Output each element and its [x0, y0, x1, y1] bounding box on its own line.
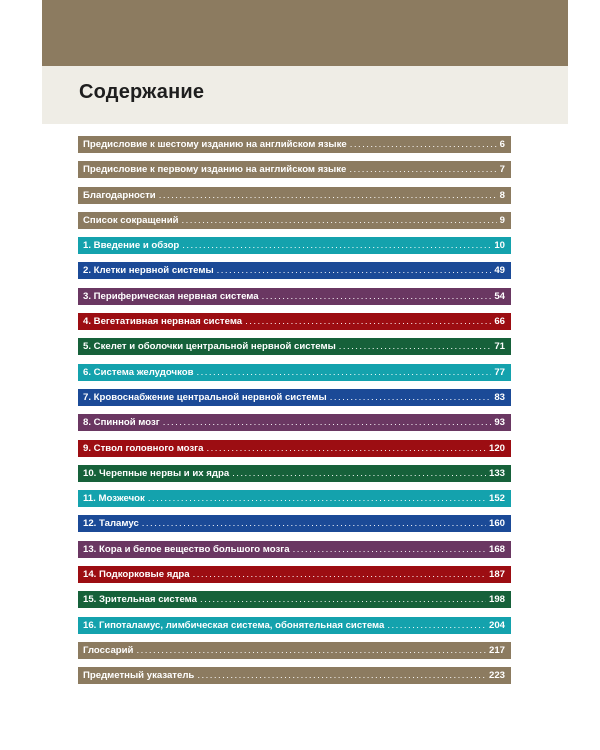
dot-leader — [293, 544, 486, 555]
toc-entry-page-number: 7 — [499, 164, 505, 176]
toc-entry[interactable] — [78, 338, 511, 355]
toc-entry-label: 7. Кровоснабжение центральной нервной системы — [83, 391, 327, 403]
dot-leader — [148, 493, 486, 504]
toc-entry-page-number: 223 — [488, 670, 505, 682]
toc-entry[interactable] — [78, 541, 511, 558]
toc-entry-page-number: 133 — [488, 467, 505, 479]
toc-entry-page-number: 152 — [488, 493, 505, 505]
toc-entry[interactable] — [78, 465, 511, 482]
toc-entry[interactable] — [78, 642, 511, 659]
toc-entry-label: 2. Клетки нервной системы — [83, 265, 214, 277]
toc-entry-page-number: 160 — [488, 518, 505, 530]
toc-entry-label: 14. Подкорковые ядра — [83, 569, 190, 581]
toc-entry[interactable] — [78, 667, 511, 684]
toc-entry-page-number: 198 — [488, 594, 505, 606]
toc-entry-page-number: 49 — [494, 265, 505, 277]
toc-entry-label: Предметный указатель — [83, 670, 195, 682]
toc-entry-label: 1. Введение и обзор — [83, 240, 180, 252]
dot-leader — [387, 620, 486, 631]
dot-leader — [136, 645, 486, 656]
toc-entry-page-number: 120 — [488, 442, 505, 454]
dot-leader — [197, 670, 486, 681]
toc-entry[interactable] — [78, 161, 511, 178]
toc-entry[interactable] — [78, 389, 511, 406]
dot-leader — [330, 392, 492, 403]
toc-entry-label: Предисловие к первому изданию на английском языке — [83, 164, 347, 176]
toc-entry-label: 11. Мозжечок — [83, 493, 145, 505]
toc-entry-page-number: 93 — [494, 417, 505, 429]
page-title: Содержание — [79, 81, 205, 103]
header-band — [42, 0, 568, 66]
toc-entry-page-number: 204 — [488, 619, 505, 631]
title-band — [42, 66, 568, 124]
dot-leader — [142, 518, 486, 529]
toc-entry[interactable] — [78, 515, 511, 532]
toc-entry-label: 9. Ствол головного мозга — [83, 442, 204, 454]
toc-entry[interactable] — [78, 617, 511, 634]
toc-entry-page-number: 10 — [494, 240, 505, 252]
toc-entry[interactable] — [78, 440, 511, 457]
toc-entry-label: Список сокращений — [83, 214, 179, 226]
toc-entry-page-number: 6 — [499, 139, 505, 150]
toc-entry-label: 15. Зрительная система — [83, 594, 197, 606]
toc-entry[interactable] — [78, 414, 511, 431]
toc-entry[interactable] — [78, 566, 511, 583]
toc-entry-page-number: 83 — [494, 391, 505, 403]
dot-leader — [182, 215, 497, 226]
dot-leader — [163, 417, 492, 428]
toc-entry-page-number: 54 — [494, 290, 505, 302]
toc-entry-label: Предисловие к шестому изданию на английском языке — [83, 139, 347, 150]
toc-entry-page-number: 8 — [499, 189, 505, 201]
dot-leader — [197, 367, 492, 378]
dot-leader — [182, 240, 491, 251]
dot-leader — [245, 316, 491, 327]
toc-entry[interactable] — [78, 237, 511, 254]
toc-entry-label: 10. Черепные нервы и их ядра — [83, 467, 230, 479]
toc-entry[interactable] — [78, 212, 511, 229]
dot-leader — [350, 139, 497, 150]
toc-entry[interactable] — [78, 288, 511, 305]
toc-entry-label: 8. Спинной мозг — [83, 417, 160, 429]
dot-leader — [339, 341, 492, 352]
dot-leader — [262, 291, 492, 302]
toc-entry-label: 12. Таламус — [83, 518, 139, 530]
toc-entry[interactable] — [78, 490, 511, 507]
toc-entry-label: 6. Система желудочков — [83, 366, 194, 378]
dot-leader — [200, 594, 486, 605]
toc-entry-label: 5. Скелет и оболочки центральной нервной системы — [83, 341, 336, 353]
dot-leader — [349, 164, 496, 175]
toc-entry[interactable] — [78, 591, 511, 608]
dot-leader — [232, 468, 486, 479]
toc-entry-page-number: 217 — [488, 644, 505, 656]
toc-entry-label: 4. Вегетативная нервная система — [83, 316, 243, 328]
toc-entry-label: 16. Гипоталамус, лимбическая система, обонятельная система — [83, 619, 385, 631]
dot-leader — [217, 265, 492, 276]
dot-leader — [159, 190, 497, 201]
dot-leader — [193, 569, 486, 580]
toc-entry-page-number: 9 — [499, 214, 505, 226]
toc-entry-page-number: 77 — [494, 366, 505, 378]
toc-entry-label: 13. Кора и белое вещество большого мозга — [83, 543, 290, 555]
toc-entry[interactable] — [78, 187, 511, 204]
dot-leader — [207, 443, 486, 454]
toc-entry-page-number: 168 — [488, 543, 505, 555]
toc-entry-page-number: 71 — [494, 341, 505, 353]
toc-entry-label: Глоссарий — [83, 644, 134, 656]
toc-entry[interactable] — [78, 313, 511, 330]
toc-entry[interactable] — [78, 364, 511, 381]
toc-entry[interactable] — [78, 136, 511, 153]
table-of-contents — [78, 136, 511, 693]
toc-entry-page-number: 187 — [488, 569, 505, 581]
toc-entry-page-number: 66 — [494, 316, 505, 328]
toc-entry[interactable] — [78, 262, 511, 279]
toc-entry-label: Благодарности — [83, 189, 156, 201]
toc-entry-label: 3. Периферическая нервная система — [83, 290, 259, 302]
